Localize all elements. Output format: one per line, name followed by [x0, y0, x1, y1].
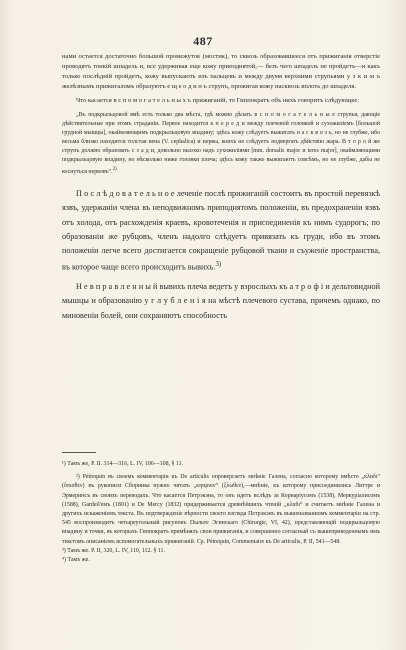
aftercare-text: П о с л ѣ д о в а т е л ь н о е леченіе послѣ прижиганій состоитъ въ простой перевязкѣ язвъ, удержаніи члена въ неподвижномъ приподнятомъ положеніи, въ предохраненіи язвъ отъ холода, отъ расхожденія краевъ, кровотеченія и присоединенія къ нимъ судорогъ; по образованіи же рубцовъ, членъ надолго слѣдуетъ привязать къ груди, ибо въ этомъ положеніи легче всего достигается сокращеніе рубцовой ткани и съуженіе пространства, въ которое чаще всего происходитъ вывихъ.	[62, 189, 380, 272]
paragraph-hippocrates-quote	[62, 111, 380, 177]
quote-text: „Въ подкрыльцовой ямѣ есть только два мѣста, гдѣ можно дѣлать в с п о м о г а т е л ь н ы е струпья, дающіе дѣйствительные при этомъ страданіи. Первое находится к п е р е д и между плечевой головкой и сухожиліемъ [большой грудной мышцы], окаймляющимъ подкрыльцовую впадину; здѣсь кожу слѣдуетъ выжигать н а с к в о з ь, но не глубже, ибо весьма близко находится толстая вена (V. cephalica) и нервы, коихъ не слѣдуетъ подвергать дѣйствію жара. В т о р о й же струпъ должно образовать с з а д и, довольно высоко надъ сухожиліями [mm. dorsalis major и teres major], окаймляющими подкрыльцовую впадину, но нѣсколько ниже головки плеча; здѣсь кожу также выжигаютъ совсѣмъ, но не глубже, дабы не коснуться нервовъ“.	[62, 112, 380, 176]
paragraph-cautery-procedure: нами остается достаточно большой промежуток (мостик), то сквозь образовавшееся отъ прижиганія отверстіе проводятъ тонкій шпадель и, все удерживая еще кожу приподнятой,— безъ чего шпадель не пройдетъ—и какъ только послѣдній пройдетъ, кожу выпускають изъ пальцевъ и между двумя верхними струпьями у з к и м ъ желѣзнымъ прижигаломъ образуютъ е щ е о д и н ъ струпъ, прожигая кожу насквозь вплоть до шпаделя.	[62, 53, 380, 90]
footnotes	[62, 460, 380, 565]
footnote-2: ²) Pétrequin въ своемъ комментаріи къ De articulis опровергаетъ мнѣніе Галена, согласно которому вмѣсто „κλαδι“ (ὄπισθεν) въ рукописи Сборника нужно читать „κηαρυιν“ (ξλωθεν),—мнѣніе, къ которому присоединились Литтре и Эрмеринсъ въ своихъ переводахъ. Что касается Петрэкэна, то онъ идетъ вслѣдъ за Корнаріусомъ (1538), Меркуріалисомъ (1588), Gardeil'емъ (1801) и De Mercy (1832) придерживается древнѣйшихъ чтеній „κλαδι“ и считаетъ мнѣніе Галена и другихъ искаженіемъ текста. Въ подтвержденіе вѣрности своего взгляда Петрэкэнъ въ вышеназванномъ комментаріи на стр. 545 воспроизводитъ четыреугольный рисунокъ Пыльте Эгинскаго (Chirurgie, VI, 42), представляющій подкрыльцовую впадину и точки, въ которыхъ Гиппократъ примѣнялъ свои прижиганія, и совершенно согласный съ вышеприведеннымъ имъ текстомъ описаніемъ вспомогательныхъ прижиганій. Ср. Pétrequin, Commentaire къ De articulis, P. II, 541—548.	[62, 474, 380, 545]
page-number: 487	[193, 34, 213, 48]
paragraph-aftercare	[62, 187, 380, 275]
footnote-ref-2: 2)	[112, 167, 117, 173]
footnote-3: ³) Тамъ же. P. II, 320, L. IV, 110, 112. § 11.	[62, 547, 165, 554]
larger-text-block	[62, 187, 380, 323]
main-text	[62, 52, 380, 323]
paragraph-unreduced-dislocation: Н е в п р а в л е н н ы й вывихъ плеча ведетъ у взрослыхъ къ а т р о ф і и дельтовидной мышцы и образованію у г л у б л е н і я на мѣстѣ плечевого сустава, причемъ однако, по миновенiи болей, они сохраняютъ способность	[62, 282, 380, 320]
footnote-divider	[62, 452, 96, 453]
paragraph-auxiliary-intro: Что касается в с п о м о г а т е л ь н ы х ъ прижиганій, то Гиппократъ объ нихъ говоритъ слѣдующее:	[76, 97, 360, 105]
footnote-1: ¹) Тамъ же, P. II. 314—316, L. IV, 106—108, § 11.	[62, 461, 184, 467]
footnote-ref-3: 3)	[215, 261, 222, 269]
footnote-4: ⁴) Тамъ же.	[62, 557, 90, 564]
